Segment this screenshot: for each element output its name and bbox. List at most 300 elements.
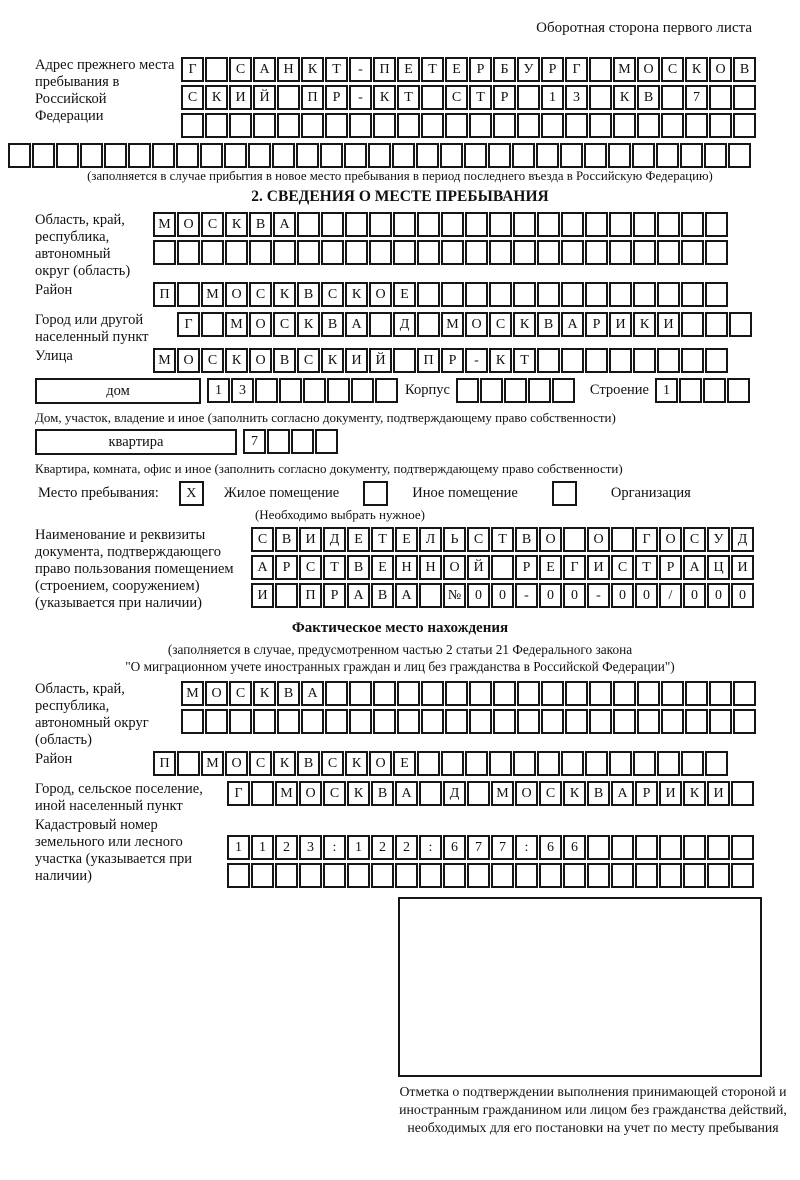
char-box xyxy=(469,113,492,138)
char-box xyxy=(683,835,706,860)
char-box xyxy=(705,312,728,337)
char-box: 7 xyxy=(491,835,514,860)
char-box: С xyxy=(297,348,320,373)
other-premises-checkbox xyxy=(363,481,388,506)
char-box xyxy=(347,863,370,888)
char-box xyxy=(345,212,368,237)
char-box xyxy=(392,143,415,168)
char-box: С xyxy=(299,555,322,580)
char-box: А xyxy=(611,781,634,806)
char-box xyxy=(440,143,463,168)
document-label: Наименование и реквизиты документа, подтверждающего право пользования помещением (строением, сооружением) (указывается при наличии) xyxy=(35,527,234,611)
char-box: 3 xyxy=(565,85,588,110)
char-box: О xyxy=(637,57,660,82)
char-box: 0 xyxy=(491,583,514,608)
char-box: Е xyxy=(393,751,416,776)
char-box: О xyxy=(249,312,272,337)
char-box xyxy=(303,378,326,403)
char-box: А xyxy=(395,583,418,608)
char-box xyxy=(275,583,298,608)
char-box: 0 xyxy=(611,583,634,608)
korpus-boxes xyxy=(456,378,576,403)
region-rows xyxy=(153,212,729,268)
char-box xyxy=(493,113,516,138)
char-box xyxy=(613,113,636,138)
char-box xyxy=(489,751,512,776)
char-box: И xyxy=(707,781,730,806)
registration-stamp-box xyxy=(398,897,762,1077)
char-box xyxy=(419,583,442,608)
char-box xyxy=(395,863,418,888)
char-box xyxy=(469,681,492,706)
stroenie-boxes xyxy=(655,378,751,403)
char-box: Т xyxy=(421,57,444,82)
char-box xyxy=(465,240,488,265)
char-box: Т xyxy=(469,85,492,110)
char-box xyxy=(609,348,632,373)
char-box xyxy=(705,751,728,776)
char-box xyxy=(517,681,540,706)
char-box: В xyxy=(733,57,756,82)
char-box xyxy=(727,378,750,403)
char-box: - xyxy=(587,583,610,608)
char-box: О xyxy=(539,527,562,552)
char-box: К xyxy=(205,85,228,110)
char-box xyxy=(589,85,612,110)
char-box: С xyxy=(467,527,490,552)
char-box: 0 xyxy=(539,583,562,608)
char-box xyxy=(637,113,660,138)
stay-type-row xyxy=(38,480,800,506)
char-box: К xyxy=(373,85,396,110)
char-box xyxy=(441,212,464,237)
char-box: У xyxy=(707,527,730,552)
char-box xyxy=(205,709,228,734)
char-box xyxy=(661,85,684,110)
char-box: И xyxy=(659,781,682,806)
char-box: Г xyxy=(181,57,204,82)
char-box xyxy=(344,143,367,168)
char-box xyxy=(272,143,295,168)
actual-district-field xyxy=(35,751,800,779)
char-box xyxy=(267,429,290,454)
actual-city-row xyxy=(227,781,755,806)
char-box xyxy=(445,681,468,706)
district-label: Район xyxy=(35,282,73,298)
char-box xyxy=(685,681,708,706)
char-box: В xyxy=(275,527,298,552)
cadastral-field xyxy=(35,817,800,891)
char-box xyxy=(320,143,343,168)
house-row xyxy=(35,378,800,406)
char-box xyxy=(705,348,728,373)
char-box: Т xyxy=(491,527,514,552)
char-box xyxy=(489,282,512,307)
char-box: Е xyxy=(395,527,418,552)
char-box: В xyxy=(537,312,560,337)
char-box xyxy=(707,835,730,860)
char-box xyxy=(513,282,536,307)
char-box: 0 xyxy=(467,583,490,608)
actual-location-subtitle-line2: "О миграционном учете иностранных граждан и лиц без гражданства в Российской Федерации") xyxy=(125,659,675,674)
char-box: 1 xyxy=(207,378,230,403)
char-box xyxy=(417,212,440,237)
char-box: К xyxy=(345,282,368,307)
char-box xyxy=(517,113,540,138)
char-box xyxy=(441,751,464,776)
char-box xyxy=(517,709,540,734)
char-box xyxy=(277,113,300,138)
actual-location-title: Фактическое место нахождения xyxy=(291,620,509,636)
char-box xyxy=(480,378,503,403)
char-box: К xyxy=(253,681,276,706)
char-box: М xyxy=(491,781,514,806)
char-box xyxy=(541,681,564,706)
char-box xyxy=(225,240,248,265)
char-box xyxy=(589,709,612,734)
actual-city-field xyxy=(35,781,800,815)
flat-type-box: квартира xyxy=(35,429,237,455)
char-box: К xyxy=(685,57,708,82)
char-box xyxy=(685,709,708,734)
char-box xyxy=(201,312,224,337)
char-box xyxy=(705,240,728,265)
char-box: 0 xyxy=(683,583,706,608)
char-box: Е xyxy=(397,57,420,82)
char-box xyxy=(609,240,632,265)
char-box: 1 xyxy=(347,835,370,860)
char-box xyxy=(633,240,656,265)
char-box xyxy=(657,751,680,776)
char-box: К xyxy=(225,348,248,373)
char-box xyxy=(552,378,575,403)
char-box: - xyxy=(349,57,372,82)
char-box: 0 xyxy=(563,583,586,608)
char-box xyxy=(633,212,656,237)
char-box xyxy=(445,709,468,734)
char-box xyxy=(584,143,607,168)
char-box xyxy=(417,312,440,337)
char-box: И xyxy=(657,312,680,337)
char-box xyxy=(709,681,732,706)
char-box: Т xyxy=(397,85,420,110)
char-box xyxy=(397,709,420,734)
char-box xyxy=(528,378,551,403)
char-box: 3 xyxy=(299,835,322,860)
char-box: М xyxy=(613,57,636,82)
residential-checkbox: X xyxy=(179,481,204,506)
house-note: Дом, участок, владение и иное (заполнить согласно документу, подтверждающему право собственности) xyxy=(35,410,616,425)
char-box xyxy=(253,709,276,734)
char-box: Б xyxy=(493,57,516,82)
char-box: Р xyxy=(325,85,348,110)
char-box: 0 xyxy=(731,583,754,608)
char-box xyxy=(611,835,634,860)
char-box xyxy=(229,113,252,138)
char-box xyxy=(585,751,608,776)
char-box xyxy=(661,709,684,734)
char-box xyxy=(176,143,199,168)
char-box: К xyxy=(633,312,656,337)
house-type-box: дом xyxy=(35,378,201,404)
char-box: О xyxy=(709,57,732,82)
char-box: - xyxy=(465,348,488,373)
char-box: И xyxy=(587,555,610,580)
char-box: 1 xyxy=(227,835,250,860)
char-box: С xyxy=(249,282,272,307)
char-box xyxy=(541,709,564,734)
char-box: М xyxy=(275,781,298,806)
char-box xyxy=(561,282,584,307)
char-box xyxy=(707,863,730,888)
char-box: 6 xyxy=(563,835,586,860)
char-box: А xyxy=(251,555,274,580)
char-box: В xyxy=(347,555,370,580)
cadastral-label: Кадастровый номер земельного или лесного участка (указывается при наличии) xyxy=(35,817,192,884)
prev-stay-row-2 xyxy=(181,85,757,110)
char-box xyxy=(56,143,79,168)
char-box: В xyxy=(515,527,538,552)
organization-checkbox xyxy=(552,481,577,506)
char-box xyxy=(201,240,224,265)
document-row-1 xyxy=(251,527,755,552)
char-box: О xyxy=(299,781,322,806)
char-box xyxy=(632,143,655,168)
char-box xyxy=(321,212,344,237)
char-box xyxy=(321,240,344,265)
organization-option-label: Организация xyxy=(610,485,691,501)
choose-note: (Необходимо выбрать нужное) xyxy=(254,507,426,522)
char-box: П xyxy=(373,57,396,82)
char-box: Д xyxy=(443,781,466,806)
char-box: 6 xyxy=(539,835,562,860)
char-box: М xyxy=(201,282,224,307)
char-box xyxy=(291,429,314,454)
char-box xyxy=(467,781,490,806)
char-box xyxy=(608,143,631,168)
char-box: С xyxy=(611,555,634,580)
char-box: С xyxy=(201,348,224,373)
char-box: : xyxy=(323,835,346,860)
char-box: Й xyxy=(253,85,276,110)
char-box xyxy=(489,240,512,265)
char-box xyxy=(513,212,536,237)
char-box xyxy=(177,240,200,265)
char-box: П xyxy=(153,751,176,776)
char-box xyxy=(80,143,103,168)
char-box xyxy=(273,240,296,265)
char-box xyxy=(537,751,560,776)
char-box xyxy=(613,681,636,706)
char-box xyxy=(349,681,372,706)
char-box xyxy=(181,709,204,734)
char-box xyxy=(681,312,704,337)
char-box xyxy=(393,348,416,373)
char-box xyxy=(224,143,247,168)
cadastral-row-2 xyxy=(227,863,755,888)
char-box: 0 xyxy=(635,583,658,608)
char-box: К xyxy=(613,85,636,110)
char-box: С xyxy=(321,282,344,307)
char-box: Г xyxy=(177,312,200,337)
char-box: Р xyxy=(659,555,682,580)
char-box xyxy=(657,282,680,307)
char-box xyxy=(416,143,439,168)
char-box xyxy=(421,681,444,706)
char-box xyxy=(561,348,584,373)
char-box xyxy=(368,143,391,168)
char-box xyxy=(393,240,416,265)
char-box xyxy=(8,143,31,168)
char-box xyxy=(661,113,684,138)
char-box xyxy=(563,527,586,552)
char-box: Р xyxy=(441,348,464,373)
region-field xyxy=(35,212,800,280)
char-box xyxy=(705,282,728,307)
char-box: Р xyxy=(493,85,516,110)
char-box xyxy=(253,113,276,138)
district-row xyxy=(153,282,729,307)
char-box: О xyxy=(205,681,228,706)
char-box: Р xyxy=(469,57,492,82)
char-box xyxy=(659,863,682,888)
char-box: О xyxy=(515,781,538,806)
char-box xyxy=(541,113,564,138)
char-box: К xyxy=(347,781,370,806)
char-box xyxy=(419,863,442,888)
char-box xyxy=(153,240,176,265)
char-box: П xyxy=(417,348,440,373)
char-box: К xyxy=(513,312,536,337)
char-box xyxy=(371,863,394,888)
char-box xyxy=(681,240,704,265)
char-box xyxy=(493,681,516,706)
char-box: М xyxy=(181,681,204,706)
street-field xyxy=(35,348,800,376)
char-box xyxy=(417,751,440,776)
char-box xyxy=(609,212,632,237)
char-box xyxy=(417,240,440,265)
char-box: М xyxy=(153,348,176,373)
actual-region-field xyxy=(35,681,800,749)
char-box: К xyxy=(683,781,706,806)
char-box: В xyxy=(637,85,660,110)
char-box: Е xyxy=(539,555,562,580)
char-box xyxy=(177,282,200,307)
char-box xyxy=(369,212,392,237)
char-box: Р xyxy=(635,781,658,806)
document-row-3 xyxy=(251,583,755,608)
char-box xyxy=(731,863,754,888)
char-box xyxy=(469,709,492,734)
char-box xyxy=(441,240,464,265)
char-box xyxy=(561,240,584,265)
char-box xyxy=(728,143,751,168)
char-box: О xyxy=(659,527,682,552)
char-box xyxy=(679,378,702,403)
char-box: С xyxy=(539,781,562,806)
char-box: 1 xyxy=(251,835,274,860)
char-box xyxy=(299,863,322,888)
char-box xyxy=(297,240,320,265)
char-box: Г xyxy=(227,781,250,806)
char-box: В xyxy=(321,312,344,337)
char-box: О xyxy=(177,348,200,373)
char-box: Н xyxy=(395,555,418,580)
char-box: А xyxy=(347,583,370,608)
char-box: Т xyxy=(513,348,536,373)
char-box xyxy=(227,863,250,888)
char-box xyxy=(491,555,514,580)
char-box xyxy=(585,212,608,237)
char-box: П xyxy=(299,583,322,608)
city-label: Город или другой населенный пункт xyxy=(35,312,149,345)
char-box xyxy=(637,709,660,734)
char-box xyxy=(369,312,392,337)
char-box: Т xyxy=(371,527,394,552)
char-box xyxy=(488,143,511,168)
char-box: Е xyxy=(347,527,370,552)
char-box xyxy=(657,212,680,237)
char-box: В xyxy=(371,781,394,806)
char-box xyxy=(681,348,704,373)
char-box xyxy=(657,348,680,373)
char-box: Т xyxy=(325,57,348,82)
char-box xyxy=(659,835,682,860)
char-box: О xyxy=(177,212,200,237)
char-box: С xyxy=(251,527,274,552)
char-box xyxy=(465,751,488,776)
actual-district-row xyxy=(153,751,729,776)
char-box xyxy=(565,709,588,734)
char-box: П xyxy=(153,282,176,307)
char-box: О xyxy=(587,527,610,552)
char-box xyxy=(611,527,634,552)
char-box xyxy=(345,240,368,265)
char-box xyxy=(325,709,348,734)
char-box: С xyxy=(229,57,252,82)
char-box xyxy=(301,113,324,138)
char-box: С xyxy=(321,751,344,776)
char-box: К xyxy=(489,348,512,373)
char-box xyxy=(609,751,632,776)
char-box xyxy=(611,863,634,888)
char-box xyxy=(680,143,703,168)
char-box xyxy=(205,57,228,82)
char-box xyxy=(255,378,278,403)
char-box xyxy=(296,143,319,168)
char-box: Н xyxy=(277,57,300,82)
char-box xyxy=(661,681,684,706)
char-box xyxy=(585,282,608,307)
char-box xyxy=(315,429,338,454)
char-box xyxy=(32,143,55,168)
char-box xyxy=(421,709,444,734)
char-box: Д xyxy=(731,527,754,552)
region-row-2 xyxy=(153,240,729,265)
char-box xyxy=(419,781,442,806)
char-box xyxy=(504,378,527,403)
char-box: К xyxy=(297,312,320,337)
char-box xyxy=(491,863,514,888)
char-box xyxy=(417,282,440,307)
char-box: Т xyxy=(323,555,346,580)
char-box: И xyxy=(251,583,274,608)
char-box xyxy=(729,312,752,337)
char-box xyxy=(539,863,562,888)
char-box: Й xyxy=(467,555,490,580)
char-box xyxy=(685,113,708,138)
